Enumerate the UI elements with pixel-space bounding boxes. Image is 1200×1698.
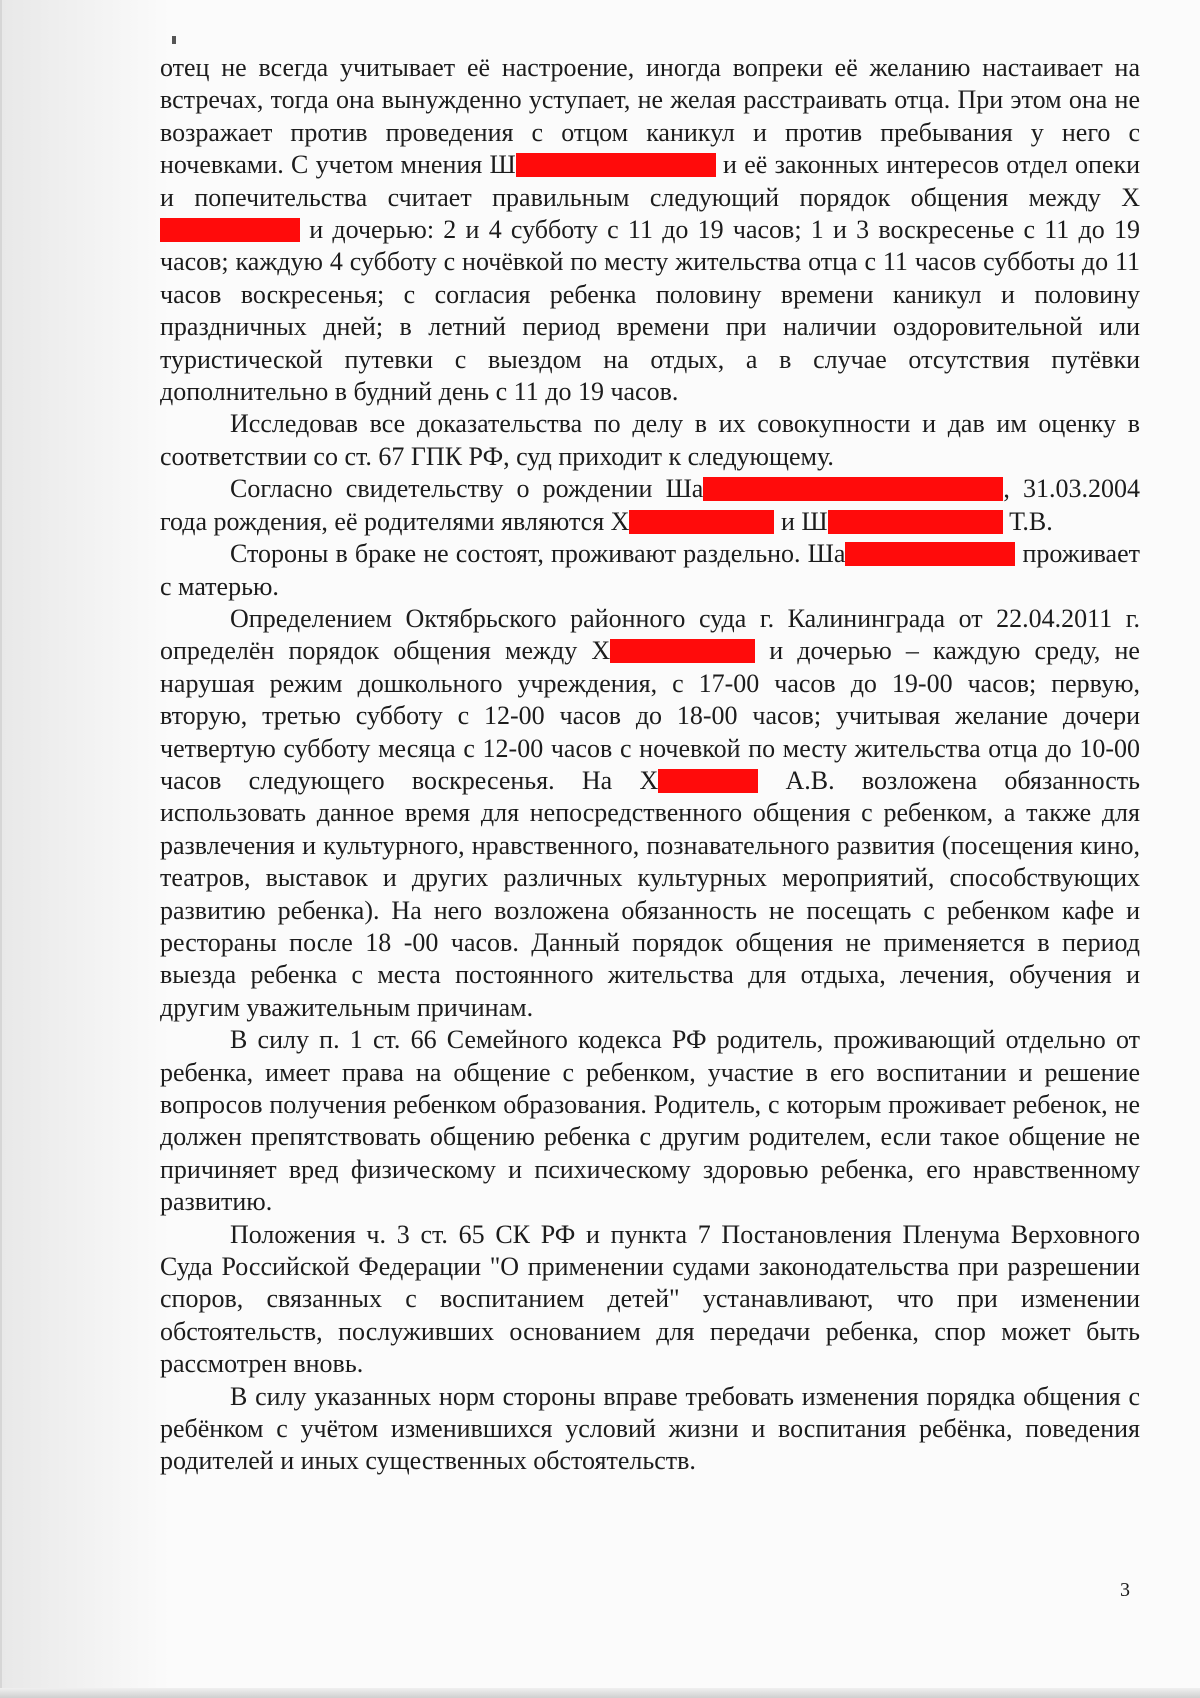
- paragraph-3-text-a: Согласно свидетельству о рождении Ша: [230, 474, 704, 504]
- paragraph-3: [160, 473, 1140, 538]
- paragraph-4-text-b: проживает с матерью.: [160, 539, 1140, 601]
- paragraph-6-text: В силу п. 1 ст. 66 Семейного кодекса РФ родитель, проживающий отдельно от ребенка, имеет права на общение с ребенком, участие в его воспитании и решение вопросов получения ребенком образования. Родитель, с которым проживает ребенок, не должен препятствовать общению ребенка с другим родителем, если такое общение не причиняет вред физическому и психическому здоровью ребенка, его нравственному развитию.: [160, 1025, 1140, 1217]
- paragraph-7: [160, 1219, 1140, 1381]
- paragraph-6: [160, 1024, 1140, 1218]
- paragraph-3-text-d: Т.В.: [1002, 506, 1053, 536]
- page-number: 3: [1120, 1579, 1130, 1601]
- scan-shadow: [0, 0, 170, 1698]
- paragraph-5-text-b: и дочерью – каждую среду, не нарушая режим дошкольного учреждения, с 17-00 часов до 19-00 часов; первую, вторую, третью субботу с 12-00 часов до 18-00 часов; учитывая желание дочери четвертую субботу месяца с 12-00 часов с ночевкой по месту жительства отца до 10-00 часов следующего воскресенья. На Х: [160, 636, 1140, 795]
- paragraph-3-text-b: , 31.03.2004 года рождения, её родителями являются Х: [160, 474, 1141, 536]
- paragraph-7-text: Положения ч. 3 ст. 65 СК РФ и пункта 7 Постановления Пленума Верховного Суда Российской Федерации "О применении судами законодательства при разрешении споров, связанных с воспитанием детей" устанавливают, что при изменении обстоятельств, послуживших основанием для передачи ребенка, спор может быть рассмотрен вновь.: [160, 1219, 1140, 1379]
- redaction-block: [160, 218, 300, 242]
- paragraph-5-text-a: Определением Октябрьского районного суда г. Калининграда от 22.04.2011 г. определён порядок общения между Х: [160, 603, 1140, 666]
- document-body: [160, 52, 1140, 1478]
- paragraph-5: [160, 603, 1140, 1024]
- redaction-block: [845, 542, 1015, 566]
- paragraph-1-text-b: и её законных интересов отдел опеки и попечительства считает правильным следующий порядок общения между Х: [160, 150, 1141, 212]
- redaction-block: [658, 769, 758, 793]
- paragraph-4-text-a: Стороны в браке не состоят, проживают раздельно. Ша: [230, 539, 846, 569]
- redaction-block: [629, 510, 774, 534]
- paragraph-5-text-c: А.В. возложена обязанность использовать данное время для непосредственного общения с ребенком, а также для развлечения и культурного, нравственного, познавательного развития (посещения кино, театров, выставок и других различных культурных мероприятий, способствующих развитию ребенка). На него возложена обязанность не посещать с ребенком кафе и рестораны после 18 -00 часов. Данный порядок общения не применяется в период выезда ребенка с места постоянного жительства для отдыха, лечения, обучения и другим уважительным причинам.: [160, 765, 1140, 1022]
- paragraph-8: [160, 1381, 1140, 1478]
- page-bottom-edge: [0, 1688, 1200, 1698]
- paragraph-1-text-a: отец не всегда учитывает её настроение, иногда вопреки её желанию настаивает на встречах, тогда она вынужденно уступает, не желая расстраивать отца. При этом она не возражает против проведения с отцом каникул и против пребывания у него с ночевками. С учетом мнения Ш: [160, 53, 1140, 180]
- paragraph-3-text-c: и Ш: [774, 506, 828, 536]
- redaction-block: [610, 639, 755, 663]
- paragraph-1-text-c: и дочерью: 2 и 4 субботу с 11 до 19 часов; 1 и 3 воскресенье с 11 до 19 часов; каждую 4 субботу с ночёвкой по месту жительства отца с 11 часов субботы до 11 часов воскресенья; с согласия ребенка половину времени каникул и половину праздничных дней; в летний период времени при наличии оздоровительной или туристической путевки с выездом на отдых, а в случае отсутствия путёвки дополнительно в будний день с 11 до 19 часов.: [160, 215, 1140, 407]
- page-left-edge: [0, 0, 2, 1698]
- scan-speck: [172, 36, 176, 44]
- paragraph-2-text: Исследовав все доказательства по делу в их совокупности и дав им оценку в соответствии со ст. 67 ГПК РФ, суд приходит к следующему.: [160, 409, 1140, 471]
- paragraph-8-text: В силу указанных норм стороны вправе требовать изменения порядка общения с ребёнком с учётом изменившихся условий жизни и воспитания ребёнка, поведения родителей и иных существенных обстоятельств.: [160, 1381, 1140, 1476]
- redaction-block: [516, 153, 716, 177]
- paragraph-4: [160, 538, 1140, 603]
- redaction-block: [703, 477, 1003, 501]
- redaction-block: [828, 510, 1003, 534]
- paragraph-1: [160, 52, 1140, 408]
- paragraph-2: [160, 408, 1140, 473]
